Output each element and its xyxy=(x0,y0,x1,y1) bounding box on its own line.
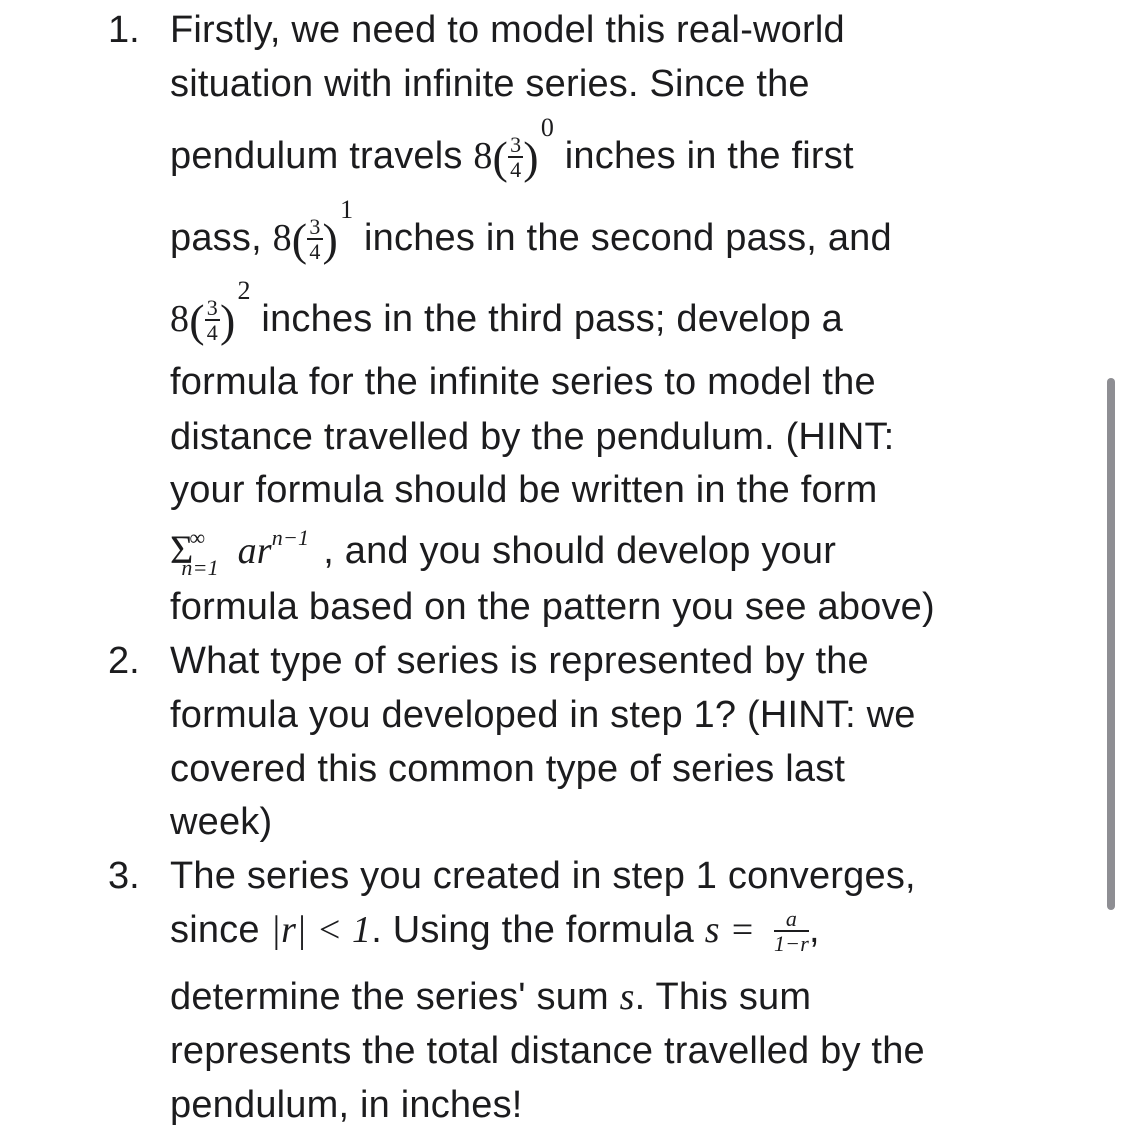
item-1-line-sum xyxy=(170,526,836,580)
formula-tail: , xyxy=(809,909,820,951)
since-mid: . Using the formula xyxy=(371,909,705,951)
item-1-line-pass xyxy=(170,195,892,266)
exponent-2: 2 xyxy=(237,276,251,305)
sigma-upper: ∞ xyxy=(189,525,206,550)
frac-num: 3 xyxy=(206,295,218,321)
exponent-0: 0 xyxy=(540,113,555,142)
formula-den: 1−r xyxy=(773,931,809,957)
paren-close: ) xyxy=(322,213,339,265)
s-symbol: s xyxy=(619,976,635,1018)
determine-text: determine the series' sum xyxy=(170,976,620,1018)
coef-8: 8 xyxy=(170,298,190,340)
item-3-line-1: The series you created in step 1 converges, xyxy=(170,855,916,897)
item-1-line-last: formula based on the pattern you see above) xyxy=(170,586,935,628)
vertical-scrollbar[interactable] xyxy=(1107,378,1115,910)
coef-8: 8 xyxy=(473,135,493,177)
item-1-number: 1. xyxy=(108,9,140,51)
item-3-line-represents: represents the total distance travelled by the xyxy=(170,1030,925,1072)
item-2-number: 2. xyxy=(108,640,140,682)
paren-close: ) xyxy=(523,131,539,183)
abs-r-condition: |r| < 1 xyxy=(270,909,372,951)
since-text: since xyxy=(170,909,271,951)
fraction-3-4 xyxy=(307,216,322,263)
exponent-1: 1 xyxy=(340,195,354,224)
item-2-line-4: week) xyxy=(170,801,273,843)
ar-term: ar xyxy=(237,530,272,572)
frac-den: 4 xyxy=(206,320,218,346)
sum-tail: , and you should develop your xyxy=(323,530,837,572)
item-1-line-third xyxy=(170,276,844,347)
item-1-line-your: your formula should be written in the form xyxy=(170,469,878,511)
third-tail: inches in the third pass; develop a xyxy=(250,298,844,340)
frac-num: 3 xyxy=(510,132,522,158)
frac-num: 3 xyxy=(309,214,321,240)
item-1-line-formula: formula for the infinite series to model the xyxy=(170,361,876,403)
item-3-line-pendulum: pendulum, in inches! xyxy=(170,1084,523,1126)
frac-den: 4 xyxy=(510,157,522,183)
s-equals: s = xyxy=(704,909,756,951)
determine-tail: . This sum xyxy=(634,976,812,1018)
item-1-line-1: Firstly, we need to model this real-world xyxy=(170,9,845,51)
item-2-line-3: covered this common type of series last xyxy=(170,748,846,790)
item-2-line-1: What type of series is represented by the xyxy=(170,640,869,682)
sigma-symbol: Σ xyxy=(170,527,194,572)
ar-power: n−1 xyxy=(271,525,310,550)
pass-tail: inches in the second pass, and xyxy=(353,217,892,259)
paren-open: ( xyxy=(189,294,205,346)
paren-close: ) xyxy=(219,294,236,346)
pendulum-text: pendulum travels xyxy=(170,135,474,177)
formula-num: a xyxy=(774,908,809,932)
item-3-line-since xyxy=(170,906,820,955)
pass-text: pass, xyxy=(170,217,273,259)
item-2-line-2: formula you developed in step 1? (HINT: we xyxy=(170,694,916,736)
item-3-line-determine xyxy=(170,973,811,1021)
sum-formula-fraction xyxy=(774,908,809,955)
fraction-3-4 xyxy=(205,297,220,344)
item-1-line-distance: distance travelled by the pendulum. (HINT: xyxy=(170,416,895,458)
item-3-number: 3. xyxy=(108,855,140,897)
sigma-lower: n=1 xyxy=(181,555,219,580)
item-1-line-pendulum xyxy=(170,113,854,184)
paren-open: ( xyxy=(492,131,509,183)
fraction-3-4 xyxy=(508,134,523,181)
pendulum-tail: inches in the first xyxy=(554,135,854,177)
paren-open: ( xyxy=(291,213,308,265)
frac-den: 4 xyxy=(309,239,321,265)
item-1-line-2: situation with infinite series. Since the xyxy=(170,63,810,105)
coef-8: 8 xyxy=(272,217,292,259)
